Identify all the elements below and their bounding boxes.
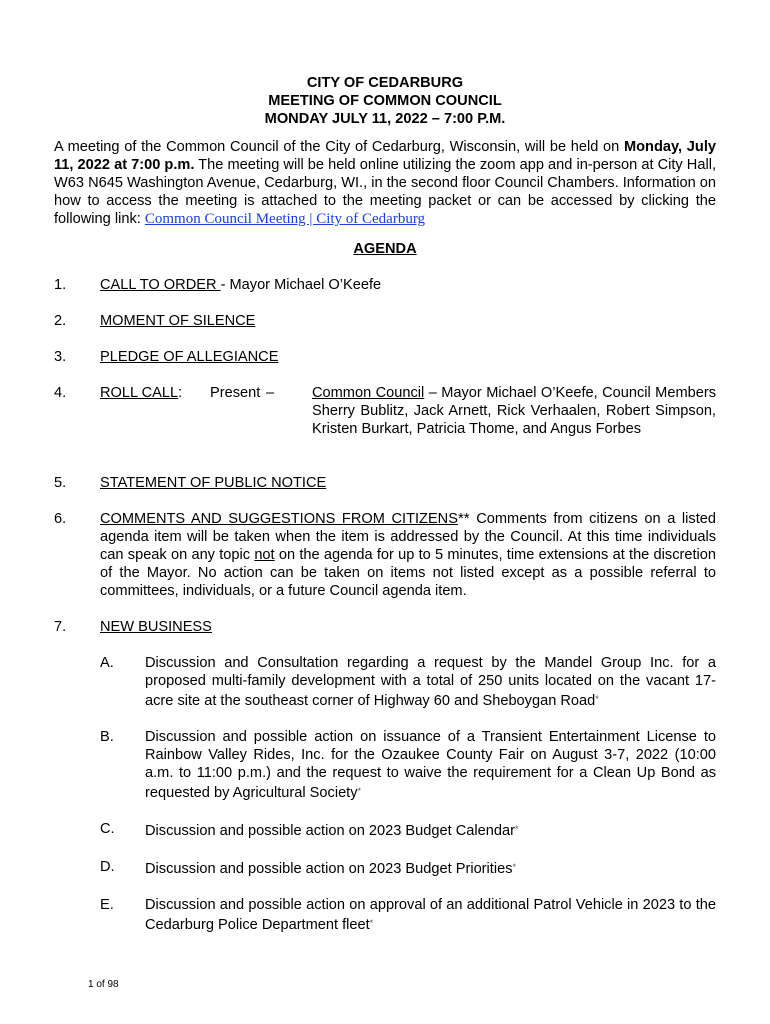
attachment-mark: * xyxy=(514,824,519,834)
sub-letter: A. xyxy=(100,655,114,671)
header-meeting: MEETING OF COMMON COUNCIL xyxy=(268,93,502,109)
agenda-item-3 xyxy=(54,348,716,366)
new-business-a xyxy=(54,654,716,710)
item-title: ROLL CALL xyxy=(100,385,179,401)
agenda-item-5 xyxy=(54,474,716,492)
item-title: COMMENTS AND SUGGESTIONS FROM CITIZENS xyxy=(100,511,458,527)
item-text-1: Comments from citizens on a listed agenda item will be taken when the item is addressed by the Council. At this time individuals can speak on any topic xyxy=(100,511,716,563)
sub-letter: B. xyxy=(100,729,114,745)
document-page xyxy=(54,74,716,934)
intro-text-2: The meeting will be held online utilizing the zoom app and in-person at City Hall, W63 N645 Washington Avenue, Cedarburg, WI., in the second floor Council Chambers. Information on how to access the meeting is attached to the meeting packet or can be accessed by clicking the following link: xyxy=(54,157,716,227)
item-text-2: on the agenda for up to 5 minutes, time extensions at the discretion of the Mayor. No action can be taken on items not listed except as a possible referral to committees, individuals, or a future Council agenda item. xyxy=(100,547,717,599)
intro-paragraph xyxy=(54,138,716,228)
sub-letter: C. xyxy=(100,821,115,837)
item-number: 4. xyxy=(54,385,67,401)
sub-letter: D. xyxy=(100,859,115,875)
intro-text-1: A meeting of the Common Council of the City of Cedarburg, Wisconsin, will be held on xyxy=(54,139,624,155)
item-number: 3. xyxy=(54,349,67,365)
item-title: MOMENT OF SILENCE xyxy=(100,313,256,329)
roll-call-colon: : xyxy=(178,385,183,401)
council-members xyxy=(312,384,716,438)
sub-text: Discussion and Consultation regarding a request by the Mandel Group Inc. for a proposed multi-family development with a total of 250 units located on the vacant 17-acre site at the southeast corner of Highway 60 and Sheboygan Road xyxy=(145,655,716,709)
agenda-item-7 xyxy=(54,618,716,636)
header-city: CITY OF CEDARBURG xyxy=(306,75,464,91)
item-detail: - Mayor Michael O’Keefe xyxy=(220,277,382,293)
sub-text: Discussion and possible action on 2023 Budget Priorities xyxy=(145,861,513,877)
header-date: MONDAY JULY 11, 2022 – 7:00 P.M. xyxy=(264,111,506,127)
sub-text: Discussion and possible action on 2023 Budget Calendar xyxy=(145,823,515,839)
new-business-d xyxy=(54,858,716,878)
item-number: 7. xyxy=(54,619,67,635)
intro-date-bold: Monday, July 11, 2022 at 7:00 p.m. xyxy=(54,139,716,173)
double-asterisk: ** xyxy=(457,510,470,527)
item-number: 6. xyxy=(54,511,67,527)
item-title: PLEDGE OF ALLEGIANCE xyxy=(100,349,279,365)
members-list: – Mayor Michael O’Keefe, Council Members Sherry Bublitz, Jack Arnett, Rick Verhaalen, Robert Simpson, Kristen Burkart, Patricia Thome, and Angus Forbes xyxy=(312,385,716,437)
item-number: 5. xyxy=(54,475,67,491)
item-number: 2. xyxy=(54,313,67,329)
new-business-b xyxy=(54,728,716,802)
agenda-item-4 xyxy=(54,384,716,438)
roll-call-dash: – xyxy=(266,385,275,401)
sub-text: Discussion and possible action on approval of an additional Patrol Vehicle in 2023 to the Cedarburg Police Department fleet xyxy=(145,897,716,933)
agenda-item-1 xyxy=(54,276,716,294)
item-title: NEW BUSINESS xyxy=(100,619,212,635)
item-title: STATEMENT OF PUBLIC NOTICE xyxy=(100,475,327,491)
roll-call-present: Present xyxy=(210,385,261,401)
attachment-mark: * xyxy=(369,918,374,928)
agenda-item-2 xyxy=(54,312,716,330)
agenda-title: AGENDA xyxy=(353,241,417,257)
meeting-link[interactable]: Common Council Meeting | City of Cedarburg xyxy=(144,211,426,227)
page-number: 1 of 98 xyxy=(88,979,119,990)
council-label: Common Council xyxy=(312,385,425,401)
sub-letter: E. xyxy=(100,897,114,913)
attachment-mark: * xyxy=(512,862,517,872)
new-business-c xyxy=(54,820,716,840)
item-title: CALL TO ORDER xyxy=(100,277,221,293)
item-text-not: not xyxy=(254,547,275,563)
item-number: 1. xyxy=(54,277,67,293)
attachment-mark: * xyxy=(595,694,599,704)
document-header xyxy=(54,74,716,128)
attachment-mark: * xyxy=(357,786,362,796)
agenda-item-6 xyxy=(54,510,716,600)
new-business-e xyxy=(54,896,716,934)
sub-text: Discussion and possible action on issuance of a Transient Entertainment License to Rainbow Valley Rides, Inc. for the Ozaukee County Fair on August 3-7, 2022 (10:00 a.m. to 11:00 p.m.) and the request to waive the requirement for a Clean Up Bond as requested by Agricultural Society xyxy=(145,729,716,801)
